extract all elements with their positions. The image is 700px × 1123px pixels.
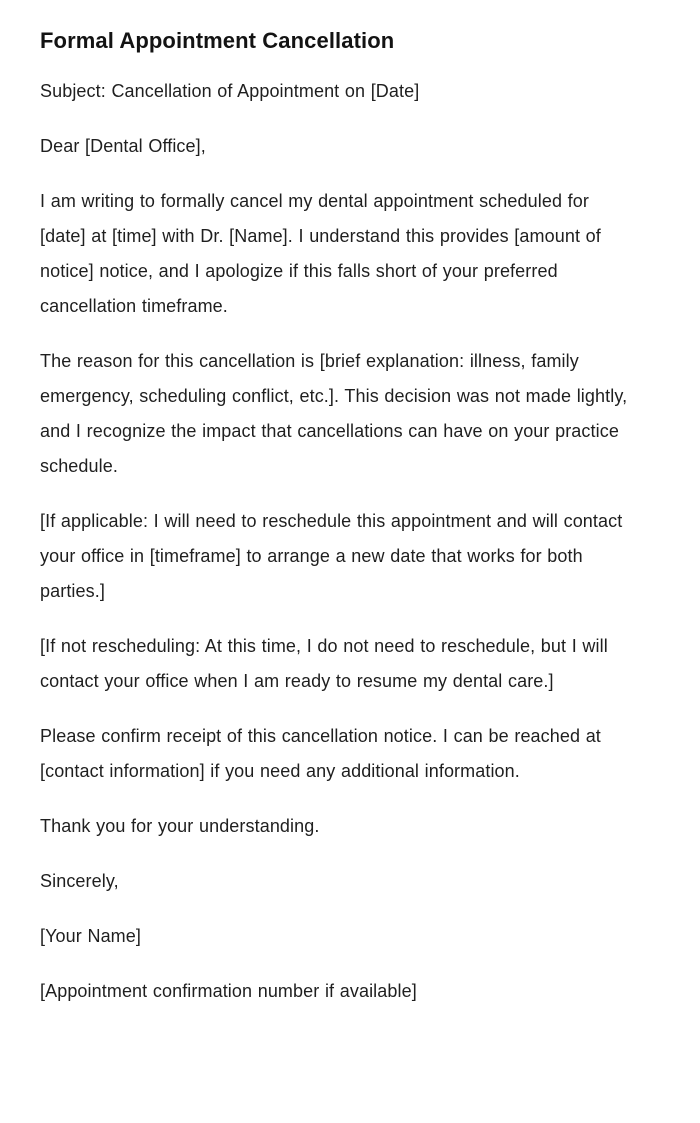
salutation: Dear [Dental Office], — [40, 136, 206, 156]
confirmation-number-placeholder: [Appointment confirmation number if available] — [40, 981, 417, 1001]
paragraph-thanks: Thank you for your understanding. — [40, 816, 320, 836]
paragraph-no-reschedule-option: [If not rescheduling: At this time, I do not need to reschedule, but I will contact your office when I am ready to resume my dental care.] — [40, 636, 608, 691]
subject-line: Subject: Cancellation of Appointment on [Date] — [40, 81, 420, 101]
paragraph-cancellation-intent: I am writing to formally cancel my dental appointment scheduled for [date] at [time] with Dr. [Name]. I understand this provides [amount of notice] notice, and I apologize if this falls short of your preferred cancellation timeframe. — [40, 191, 601, 316]
paragraph-reschedule-option: [If applicable: I will need to reschedule this appointment and will contact your office in [timeframe] to arrange a new date that works for both parties.] — [40, 511, 623, 601]
document-title: Formal Appointment Cancellation — [40, 28, 395, 53]
signoff: Sincerely, — [40, 871, 119, 891]
paragraph-confirm-receipt: Please confirm receipt of this cancellation notice. I can be reached at [contact information] if you need any additional information. — [40, 726, 601, 781]
paragraph-reason: The reason for this cancellation is [brief explanation: illness, family emergency, scheduling conflict, etc.]. This decision was not made lightly, and I recognize the impact that cancellations can have on your practice schedule. — [40, 351, 628, 476]
signature-name-placeholder: [Your Name] — [40, 926, 141, 946]
